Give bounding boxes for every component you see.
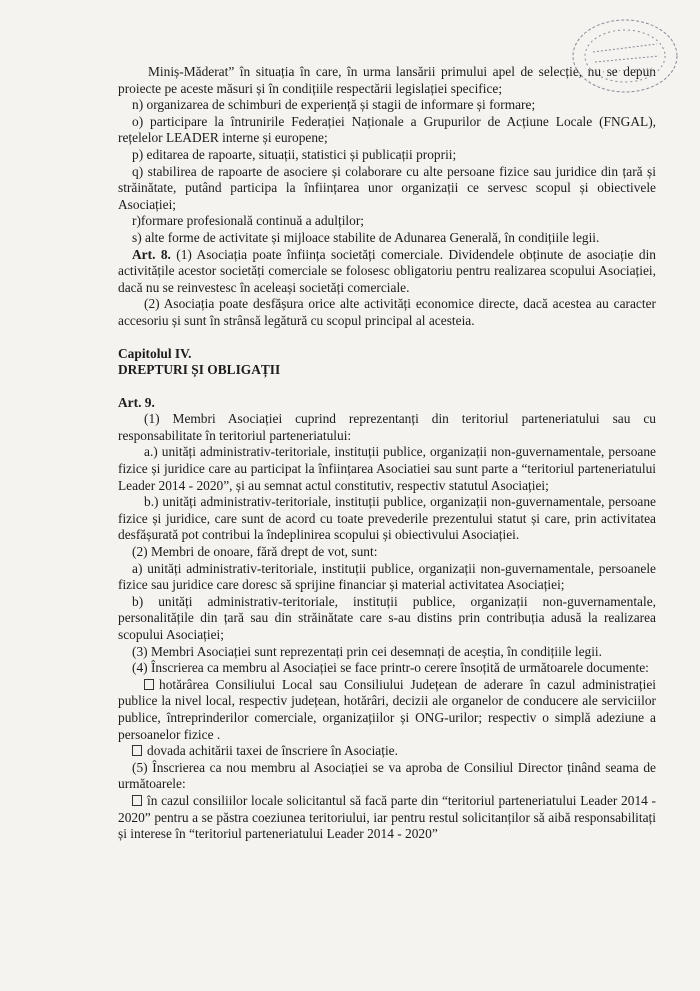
article-9-paragraph-2: (2) Membri de onoare, fără drept de vot, sunt: <box>132 544 378 560</box>
article-9-item-a1: a.) unități administrativ-teritoriale, instituții publice, organizații non-guvernamentale, persoane fizice și juridice care au participat la înființarea Asociatiei sau sunt parte a “teritoriul parteneriatului Leader 2014 - 2020”, și au semnat actul constitutiv, respectiv statutul Asociației; <box>118 444 656 493</box>
document-item-1 <box>118 677 656 743</box>
article-8-text-1: (1) Asociația poate înființa societăți comerciale. Dividendele obținute de asociație din activitățile acestor societăți comerciale se folosesc obligatoriu pentru realizarea scopului Asociației, dacă nu se reinvestesc în aceleași societăți comerciale. <box>118 246 656 295</box>
article-8-paragraph-1 <box>118 247 656 297</box>
document-item-3 <box>118 793 656 843</box>
list-item-o: o) participare la întrunirile Federației Naționale a Grupurilor de Acțiune Locale (FNGAL), rețelelor LEADER interne și europene; <box>118 113 656 146</box>
list-item-p: p) editarea de rapoarte, situații, statistici și publicații proprii; <box>132 146 457 162</box>
article-9-label: Art. 9. <box>118 394 155 410</box>
checkbox-square-icon <box>132 795 142 806</box>
document-item-3-text: în cazul consiliilor locale solicitantul să facă parte din “teritoriul parteneriatului Leader 2014 - 2020” pentru a se păstra coeziunea teritoriului, iar pentru restul solicitanților să aibă responsabilitați și interese în “teritoriul parteneriatului Leader 2014 - 2020” <box>118 792 656 842</box>
list-item-q: q) stabilirea de rapoarte de asociere și colaborare cu alte persoane fizice sau juridice din țară și străinătate, putând participa la înființarea unor organizații ce servesc scopul și obiectivele Asociației; <box>118 163 656 212</box>
list-item-n: n) organizarea de schimburi de experiență și stagii de informare și formare; <box>132 97 536 113</box>
document-item-2-text: dovada achitării taxei de înscriere în Asociație. <box>147 743 398 759</box>
list-item-s: s) alte forme de activitate și mijloace stabilite de Adunarea Generală, în condițiile legii. <box>132 229 600 245</box>
list-item-m-continuation: Miniș-Măderat” în situația în care, în urma lansării primului apel de selecție, nu se depun proiecte pe aceste măsuri și în condițiile respectării legislației specifice; <box>118 64 656 96</box>
article-9-paragraph-4: (4) Înscrierea ca membru al Asociației se face printr-o cerere însoțită de următoarele documente: <box>132 660 649 676</box>
article-9-paragraph-5: (5) Înscrierea ca nou membru al Asociației se va aproba de Consiliul Director ținând seama de următoarele: <box>118 759 656 792</box>
checkbox-square-icon <box>132 745 142 756</box>
checkbox-square-icon <box>144 679 154 690</box>
article-8-label: Art. 8. <box>132 246 171 262</box>
article-9-item-b1: b.) unități administrativ-teritoriale, instituții publice, organizații non-guvernamentale, persoane fizice și juridice, care sunt de acord cu toate prevederile prezentului statut și care, prin activitatea desfășurată pot contribui la îndeplinirea scopului și obiectivului Asociației. <box>118 494 656 543</box>
article-9-item-b2: b) unități administrativ-teritoriale, instituții publice, organizații non-guvernamentale, personalitățile din țară sau din străinătate care s-au distins prin contribuția adusă la realizarea scopului Asociației; <box>118 593 656 642</box>
official-stamp-icon <box>563 12 683 98</box>
article-9-item-a2: a) unități administrativ-teritoriale, instituții publice, organizații non-guvernamentale, persoanele fizice sau juridice care doresc să sprijine financiar și material activitatea Asociației; <box>118 560 656 593</box>
document-item-2 <box>118 743 656 760</box>
article-9-paragraph-3: (3) Membri Asociației sunt reprezentați prin cei desemnați de aceștia, în condițiile legii. <box>132 643 602 659</box>
article-8-paragraph-2: (2) Asociația poate desfășura orice alte activități economice directe, dacă acestea au caracter accesoriu și sunt în strânsă legătură cu scopul principal al acesteia. <box>118 296 656 328</box>
chapter-number: Capitolul IV. <box>118 345 192 361</box>
chapter-title: DREPTURI ȘI OBLIGAȚII <box>118 362 281 378</box>
article-9-paragraph-1: (1) Membri Asociației cuprind reprezentanți din teritoriul parteneriatului sau cu responsabilitate în teritoriul parteneriatului: <box>118 411 656 443</box>
list-item-r: r)formare profesională continuă a adulților; <box>132 213 365 229</box>
document-item-1-text: hotărârea Consiliului Local sau Consiliului Județean de aderare în cazul administrației publice la nivel local, respectiv județean, hotărâri, decizii ale organelor de conducere ale serviciilor publice, întreprinderilor comerciale, organizațiilor și ONG-urilor; respectiv o simplă adeziune a persoanelor fizice . <box>118 676 656 742</box>
